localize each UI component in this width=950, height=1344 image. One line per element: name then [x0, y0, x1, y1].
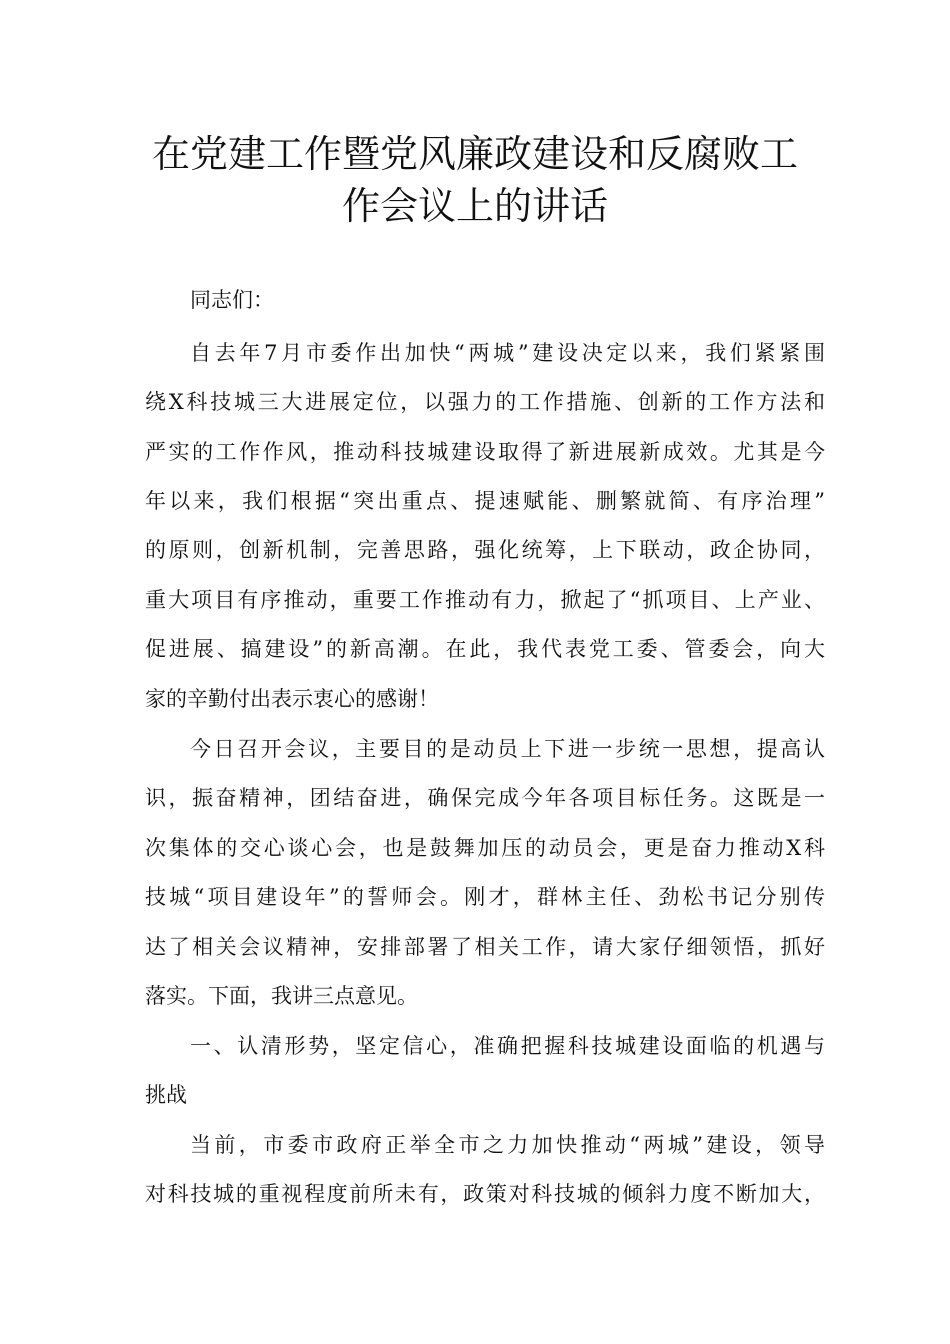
title-line-1: 在党建工作暨党风廉政建设和反腐败工 — [151, 132, 798, 176]
salutation: 同志们： — [190, 288, 274, 312]
paragraph-line: 当前，市委市政府正举全市之力加快推动“两城”建设，领导 — [190, 1133, 825, 1157]
paragraph-line: 促进展、搞建设”的新高潮。在此，我代表党工委、管委会，向大 — [145, 637, 825, 661]
section-heading-line: 一、认清形势，坚定信心，准确把握科技城建设面临的机遇与 — [190, 1034, 825, 1058]
paragraph-line: 次集体的交心谈心会，也是鼓舞加压的动员会，更是奋力推动X科 — [145, 836, 825, 860]
paragraph-line: 达了相关会议精神，安排部署了相关工作，请大家仔细领悟，抓好 — [145, 935, 825, 959]
paragraph-line: 识，振奋精神，团结奋进，确保完成今年各项目标任务。这既是一 — [145, 786, 825, 810]
paragraph-line: 严实的工作作风，推动科技城建设取得了新进展新成效。尤其是今 — [145, 440, 825, 464]
title-line-2: 作会议上的讲话 — [341, 184, 608, 228]
paragraph-line: 落实。下面，我讲三点意见。 — [145, 984, 418, 1008]
paragraph-line: 年以来，我们根据“突出重点、提速赋能、删繁就简、有序治理” — [145, 489, 825, 513]
paragraph-line: 重大项目有序推动，重要工作推动有力，掀起了“抓项目、上产业、 — [145, 588, 825, 612]
paragraph-line: 对科技城的重视程度前所未有，政策对科技城的倾斜力度不断加大， — [145, 1182, 825, 1206]
section-heading-line: 挑战 — [145, 1083, 187, 1107]
paragraph-line: 技城“项目建设年”的誓师会。刚才，群林主任、劲松书记分别传 — [145, 885, 825, 909]
paragraph-line: 绕X科技城三大进展定位，以强力的工作措施、创新的工作方法和 — [145, 390, 825, 414]
paragraph-line: 的原则，创新机制，完善思路，强化统筹，上下联动，政企协同， — [145, 538, 825, 562]
paragraph-line: 今日召开会议，主要目的是动员上下进一步统一思想，提高认 — [190, 737, 825, 761]
paragraph-line: 自去年7月市委作出加快“两城”建设决定以来，我们紧紧围 — [190, 341, 825, 365]
paragraph-line: 家的辛勤付出表示衷心的感谢！ — [145, 687, 439, 711]
